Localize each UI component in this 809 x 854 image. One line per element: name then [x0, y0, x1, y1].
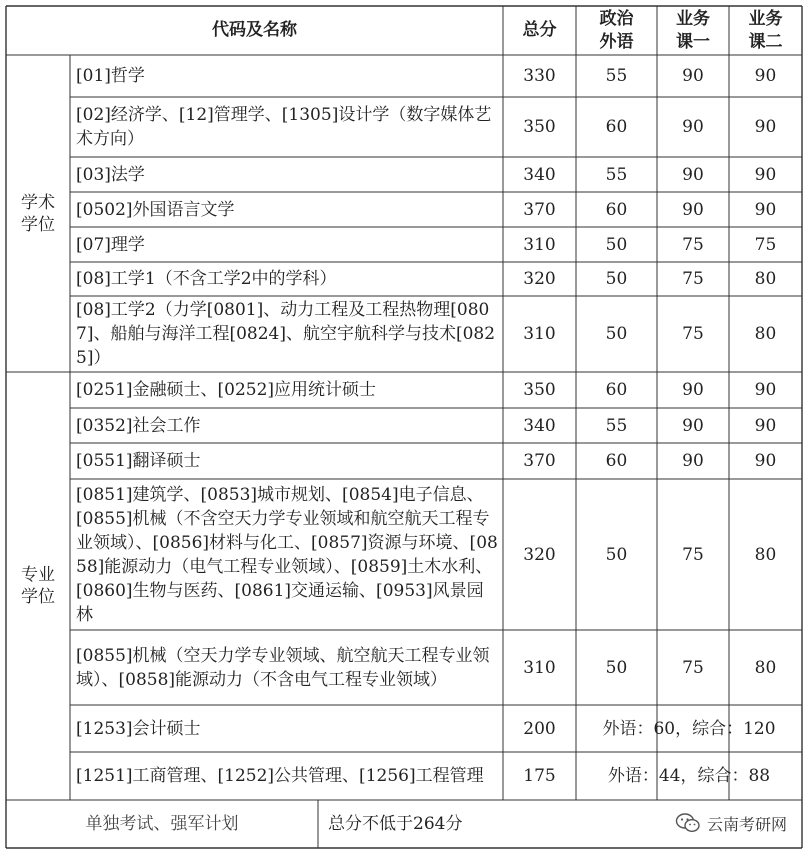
footer-value: [318, 800, 640, 848]
category-label: [6, 55, 70, 372]
row-course-1: [657, 262, 729, 296]
row-combined-text: 外语：60，综合：120: [602, 718, 776, 739]
row-course-1: [657, 157, 729, 192]
row-course-2: [729, 296, 802, 372]
row-course-1-text: 75: [682, 324, 704, 344]
row-total: [503, 752, 576, 800]
row-course-2-text: 90: [754, 451, 777, 471]
row-course-1-text: 90: [682, 415, 704, 436]
row-total: [503, 443, 576, 479]
row-course-2-text: 80: [754, 324, 777, 344]
row-total-text: 330: [523, 66, 556, 86]
row-name: [70, 157, 503, 192]
row-politics: [576, 408, 657, 443]
row-combined: [576, 705, 802, 752]
row-politics: [576, 443, 657, 479]
footer-value-text: 总分不低于264分: [328, 814, 463, 834]
row-course-2-text: 90: [754, 66, 777, 86]
row-politics-text: 60: [605, 199, 628, 220]
row-course-2: [729, 55, 802, 97]
row-politics-text: 60: [605, 380, 628, 400]
row-politics-text: 55: [605, 415, 628, 436]
row-total: [503, 296, 576, 372]
row-combined-text: 外语：44，综合：88: [607, 766, 771, 786]
row-politics: [576, 262, 657, 296]
row-politics-text: 60: [605, 117, 628, 137]
row-course-1-text: 75: [682, 234, 704, 255]
row-politics: [576, 372, 657, 408]
row-total-text: 200: [523, 718, 556, 739]
row-course-1: [657, 55, 729, 97]
row-name: [70, 752, 503, 800]
row-course-2: [729, 630, 802, 705]
row-total: [503, 705, 576, 752]
row-name: [70, 55, 503, 97]
row-course-2-text: 90: [754, 380, 777, 400]
row-course-1: [657, 408, 729, 443]
row-name-text: [0855]机械（空天力学专业领域、航空航天工程专业领域）、[0858]能源动力（不含电气工程专业领域）: [76, 645, 490, 690]
row-politics-text: 50: [605, 269, 628, 289]
row-total: [503, 157, 576, 192]
row-name-text: [0851]建筑学、[0853]城市规划、[0854]电子信息、[0855]机械（不含空天力学专业领域和航空航天工程专业领域）、[0856]材料与化工、[0857]资源与环境、[0858]能源动力（电气工程专业领域）、[0859]土木水利、[0860]生物与医药、[0861]交通运输、[0953]风景园林: [76, 484, 498, 625]
wechat-icon: [675, 812, 701, 834]
row-total: [503, 479, 576, 630]
header-course-2-text: 业务课二: [748, 8, 783, 52]
row-politics: [576, 97, 657, 157]
row-name: [70, 372, 503, 408]
row-name: [70, 227, 503, 262]
row-course-2-text: 90: [754, 164, 777, 185]
row-course-1-text: 90: [682, 117, 704, 137]
row-course-2: [729, 157, 802, 192]
row-name: [70, 408, 503, 443]
row-name-text: [0502]外国语言文学: [76, 199, 235, 220]
header-code-name-text: 代码及名称: [212, 20, 297, 40]
row-politics-text: 50: [605, 234, 628, 255]
category-label: [6, 372, 70, 800]
row-total-text: 310: [523, 234, 556, 255]
row-total-text: 310: [523, 324, 556, 344]
row-course-1-text: 75: [682, 544, 704, 565]
row-total-text: 320: [523, 269, 556, 289]
row-total-text: 350: [523, 117, 556, 137]
row-total-text: 175: [523, 766, 556, 786]
header-total: [503, 6, 576, 55]
row-name-text: [0551]翻译硕士: [76, 451, 201, 471]
row-politics: [576, 227, 657, 262]
watermark: [675, 808, 787, 838]
row-total-text: 340: [523, 415, 556, 436]
header-politics-text: 政治外语: [599, 8, 634, 52]
row-name-text: [1253]会计硕士: [76, 718, 201, 739]
header-total-text: 总分: [522, 20, 557, 40]
footer-label-text: 单独考试、强军计划: [85, 814, 239, 834]
row-course-1: [657, 227, 729, 262]
row-course-2: [729, 408, 802, 443]
row-politics-text: 55: [605, 164, 628, 185]
row-course-1-text: 90: [682, 199, 704, 220]
row-name-text: [0352]社会工作: [76, 415, 201, 436]
watermark-text: 云南考研网: [706, 814, 787, 834]
row-politics-text: 50: [605, 544, 628, 565]
row-course-1: [657, 296, 729, 372]
row-politics: [576, 192, 657, 227]
header-course-1: [657, 6, 729, 55]
row-politics-text: 55: [605, 66, 628, 86]
footer-label: [6, 800, 318, 848]
row-total: [503, 55, 576, 97]
row-total-text: 370: [523, 199, 556, 220]
row-course-1: [657, 372, 729, 408]
row-total: [503, 372, 576, 408]
row-combined: [576, 752, 802, 800]
row-course-1: [657, 443, 729, 479]
row-total: [503, 227, 576, 262]
row-course-1-text: 75: [682, 269, 704, 289]
row-course-2: [729, 97, 802, 157]
row-course-2: [729, 372, 802, 408]
row-course-2-text: 80: [754, 269, 777, 289]
row-politics: [576, 479, 657, 630]
row-total-text: 320: [523, 544, 556, 565]
row-course-1: [657, 479, 729, 630]
row-name: [70, 97, 503, 157]
row-politics-text: 50: [605, 324, 628, 344]
category-label-text: 学术学位: [20, 192, 55, 235]
row-total: [503, 97, 576, 157]
header-code-name: [6, 6, 503, 55]
row-name: [70, 479, 503, 630]
row-course-2-text: 75: [754, 234, 777, 255]
row-name-text: [0251]金融硕士、[0252]应用统计硕士: [76, 380, 377, 400]
row-course-1-text: 90: [682, 380, 704, 400]
row-course-1: [657, 630, 729, 705]
row-name: [70, 630, 503, 705]
row-politics: [576, 296, 657, 372]
row-course-2: [729, 479, 802, 630]
row-name: [70, 262, 503, 296]
header-course-2: [729, 6, 802, 55]
row-politics-text: 60: [605, 451, 628, 471]
row-name-text: [02]经济学、[12]管理学、[1305]设计学（数字媒体艺术方向）: [76, 105, 492, 149]
row-course-1-text: 90: [682, 164, 704, 185]
row-course-2-text: 90: [754, 415, 777, 436]
row-course-2: [729, 443, 802, 479]
row-name-text: [07]理学: [76, 234, 145, 255]
row-name: [70, 443, 503, 479]
row-total: [503, 262, 576, 296]
row-name-text: [01]哲学: [76, 66, 145, 86]
row-course-1: [657, 97, 729, 157]
row-course-2: [729, 192, 802, 227]
row-course-2-text: 80: [754, 544, 777, 565]
row-course-2-text: 90: [754, 199, 777, 220]
row-total: [503, 630, 576, 705]
row-total: [503, 408, 576, 443]
header-course-1-text: 业务课一: [676, 8, 710, 52]
row-politics: [576, 55, 657, 97]
row-course-1: [657, 192, 729, 227]
row-name: [70, 296, 503, 372]
row-total-text: 350: [523, 380, 556, 400]
row-politics: [576, 157, 657, 192]
header-politics: [576, 6, 657, 55]
row-course-2: [729, 262, 802, 296]
row-course-1-text: 75: [682, 657, 704, 678]
row-name-text: [1251]工商管理、[1252]公共管理、[1256]工程管理: [76, 766, 484, 786]
row-name-text: [08]工学1（不含工学2中的学科）: [76, 269, 337, 289]
row-name-text: [08]工学2（力学[0801]、动力工程及工程热物理[0807]、船舶与海洋工程[0824]、航空宇航科学与技术[0825]）: [76, 300, 496, 368]
row-course-1-text: 90: [682, 451, 704, 471]
row-politics-text: 50: [605, 657, 628, 678]
row-course-2-text: 90: [754, 117, 777, 137]
row-name: [70, 705, 503, 752]
row-course-2: [729, 227, 802, 262]
row-total-text: 370: [523, 451, 556, 471]
row-politics: [576, 630, 657, 705]
row-total: [503, 192, 576, 227]
row-name: [70, 192, 503, 227]
row-course-1-text: 90: [682, 66, 704, 86]
row-name-text: [03]法学: [76, 164, 145, 185]
row-total-text: 310: [523, 657, 556, 678]
category-label-text: 专业学位: [20, 565, 55, 607]
row-total-text: 340: [523, 164, 556, 185]
row-course-2-text: 80: [754, 657, 777, 678]
